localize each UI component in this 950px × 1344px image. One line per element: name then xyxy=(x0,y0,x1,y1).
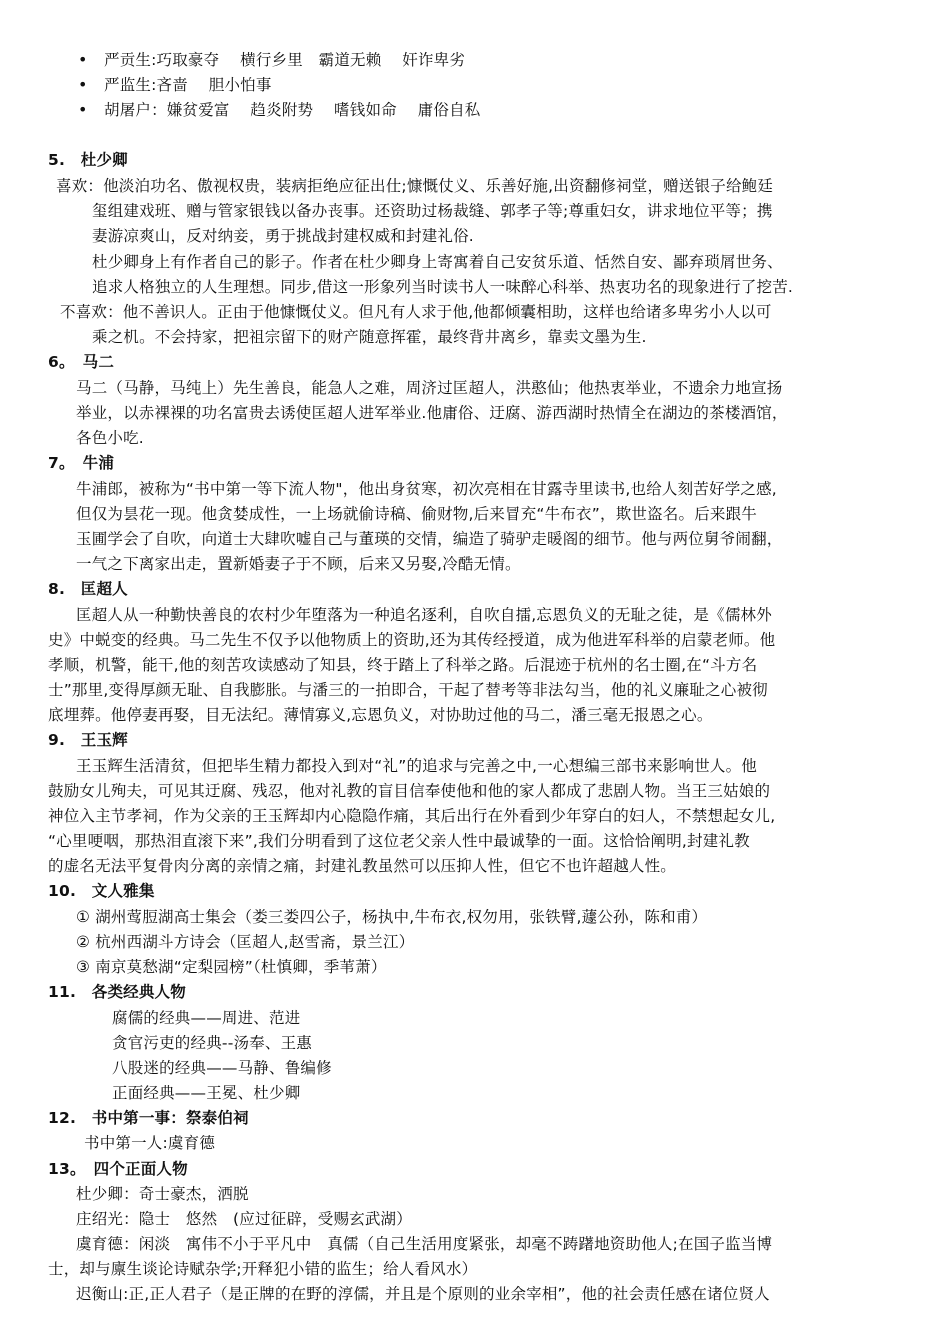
text-line: 追求人格独立的人生理想。同步,借这一形象列当时读书人一味醉心科举、热衷功名的现象进行了挖苦. xyxy=(92,278,794,296)
text-line: 史》中蜕变的经典。马二先生不仅予以他物质上的资助,还为其传经授道，成为他进军科举的启蒙老师。他 xyxy=(48,631,776,649)
text-line: “心里哽咽，那热泪直滚下来”,我们分明看到了这位老父亲人性中最诚挚的一面。这恰恰阐明,封建礼教 xyxy=(48,832,750,850)
bullet-item: • 严监生:吝啬 胆小怕事 xyxy=(104,73,272,97)
text-line: 玺组建戏班、赠与管家银钱以备办丧事。还资助过杨裁缝、郭孝子等;尊重妇女，讲求地位平等；携 xyxy=(92,202,773,220)
text-line: 不喜欢：他不善识人。正由于他慷慨仗义。但凡有人求于他,他都倾囊相助，这样也给诸多卑劣小人以可 xyxy=(60,303,772,321)
bullet-item: • 严贡生:巧取豪夺 横行乡里 霸道无赖 奸诈卑劣 xyxy=(104,48,465,72)
section-heading: 8. 匡超人 xyxy=(48,580,128,598)
text-line: 喜欢：他淡泊功名、傲视权贵，装病拒绝应征出仕;慷慨仗义、乐善好施,出资翻修祠堂，赠送银子给鲍廷 xyxy=(56,177,774,195)
list-item: ③ 南京莫愁湖“定梨园榜”（杜慎卿，季苇萧） xyxy=(76,958,387,976)
section-heading: 11. 各类经典人物 xyxy=(48,983,186,1001)
list-item: 贪官污吏的经典--汤奉、王惠 xyxy=(112,1034,312,1052)
text-line: 杜少卿身上有作者自己的影子。作者在杜少卿身上寄寓着自己安贫乐道、恬然自安、鄙弃琐屑世务、 xyxy=(92,253,783,271)
bullet-item: • 胡屠户：嫌贫爱富 趋炎附势 嗜钱如命 庸俗自私 xyxy=(104,98,480,122)
text-line: 士，却与廪生谈论诗赋杂学;开释犯小错的监生；给人看风水） xyxy=(48,1260,478,1278)
text-line: 杜少卿：奇士豪杰，洒脱 xyxy=(76,1185,249,1203)
text-line: 鼓励女儿殉夫，可见其迂腐、残忍，他对礼教的盲目信奉使他和他的家人都成了悲剧人物。当王三姑娘的 xyxy=(48,782,771,800)
text-line: 各色小吃. xyxy=(76,429,144,447)
text-line: 虞育德：闲淡 寓伟不小于平凡中 真儒（自己生活用度紧张，却毫不踌躇地资助他人;在国子监当博 xyxy=(76,1235,773,1253)
list-item: ② 杭州西湖斗方诗会（匡超人,赵雪斋，景兰江） xyxy=(76,933,415,951)
text-line: 一气之下离家出走，置新婚妻子于不顾，后来又另娶,冷酷无情。 xyxy=(76,555,521,573)
text-line: 孝顺，机警，能干,他的刻苦攻读感动了知县，终于踏上了科举之路。后混迹于杭州的名士圈,在“斗方名 xyxy=(48,656,758,674)
text-line: 牛浦郎，被称为“书中第一等下流人物"，他出身贫寒，初次亮相在甘露寺里读书,也给人刻苦好学之感, xyxy=(76,480,777,498)
text-line: 士”那里,变得厚颜无耻、自我膨胀。与潘三的一拍即合，干起了替考等非法勾当，他的礼义廉耻之心被彻 xyxy=(48,681,768,699)
text-line: 庄绍光：隐士 悠然 (应过征辟，受赐玄武湖） xyxy=(76,1210,412,1228)
section-heading: 6。 马二 xyxy=(48,353,115,371)
text-line: 匡超人从一种勤快善良的农村少年堕落为一种追名逐利，自吹自擂,忘恩负义的无耻之徒，是《儒林外 xyxy=(76,606,772,624)
list-item: 八股迷的经典——马静、鲁编修 xyxy=(112,1059,332,1077)
text-line: 马二（马静，马纯上）先生善良，能急人之难，周济过匡超人，洪憨仙；他热衷举业，不遗余力地宣扬 xyxy=(76,379,783,397)
list-item: ① 湖州莺脰湖高士集会（娄三娄四公子，杨执中,牛布衣,权勿用，张铁臂,蘧公孙，陈和甫） xyxy=(76,908,708,926)
text-line: 但仅为昙花一现。他贪婪成性，一上场就偷诗稿、偷财物,后来冒充“牛布衣”，欺世盗名。后来跟牛 xyxy=(76,505,757,523)
section-heading: 12. 书中第一事：祭泰伯祠 xyxy=(48,1109,249,1127)
text-line: 迟衡山:正,正人君子（是正牌的在野的淳儒，并且是个原则的业余宰相”，他的社会责任感在诸位贤人 xyxy=(76,1285,770,1303)
text-line: 书中第一人:虞育德 xyxy=(84,1134,216,1152)
text-line: 的虚名无法平复骨肉分离的亲情之痛，封建礼教虽然可以压抑人性，但它不也许超越人性。 xyxy=(48,857,677,875)
text-line: 神位入主节孝祠，作为父亲的王玉辉却内心隐隐作痛，其后出行在外看到少年穿白的妇人，不禁想起女儿, xyxy=(48,807,776,825)
text-line: 乘之机。不会持家，把祖宗留下的财产随意挥霍，最终背井离乡，靠卖文墨为生. xyxy=(92,328,647,346)
section-heading: 10. 文人雅集 xyxy=(48,882,155,900)
text-line: 妻游凉爽山，反对纳妾，勇于挑战封建权威和封建礼俗. xyxy=(92,227,474,245)
text-line: 玉圃学会了自吹，向道士大肆吹嘘自己与董瑛的交情，编造了骑驴走暖阁的细节。他与两位舅爷闹翻， xyxy=(76,530,783,548)
text-line: 举业，以赤裸裸的功名富贵去诱使匡超人进军举业.他庸俗、迂腐、游西湖时热情全在湖边的茶楼酒馆， xyxy=(76,404,788,422)
text-line: 王玉辉生活清贫，但把毕生精力都投入到对“礼”的追求与完善之中,一心想编三部书来影响世人。他 xyxy=(76,757,757,775)
list-item: 腐儒的经典——周进、范进 xyxy=(112,1009,301,1027)
section-heading: 9. 王玉辉 xyxy=(48,731,128,749)
list-item: 正面经典——王冕、杜少卿 xyxy=(112,1084,301,1102)
section-heading: 5. 杜少卿 xyxy=(48,151,128,169)
section-heading: 7。 牛浦 xyxy=(48,454,115,472)
text-line: 底埋葬。他停妻再娶，目无法纪。薄情寡义,忘恩负义，对协助过他的马二，潘三毫无报恩之心。 xyxy=(48,706,713,724)
section-heading: 13。 四个正面人物 xyxy=(48,1160,188,1178)
